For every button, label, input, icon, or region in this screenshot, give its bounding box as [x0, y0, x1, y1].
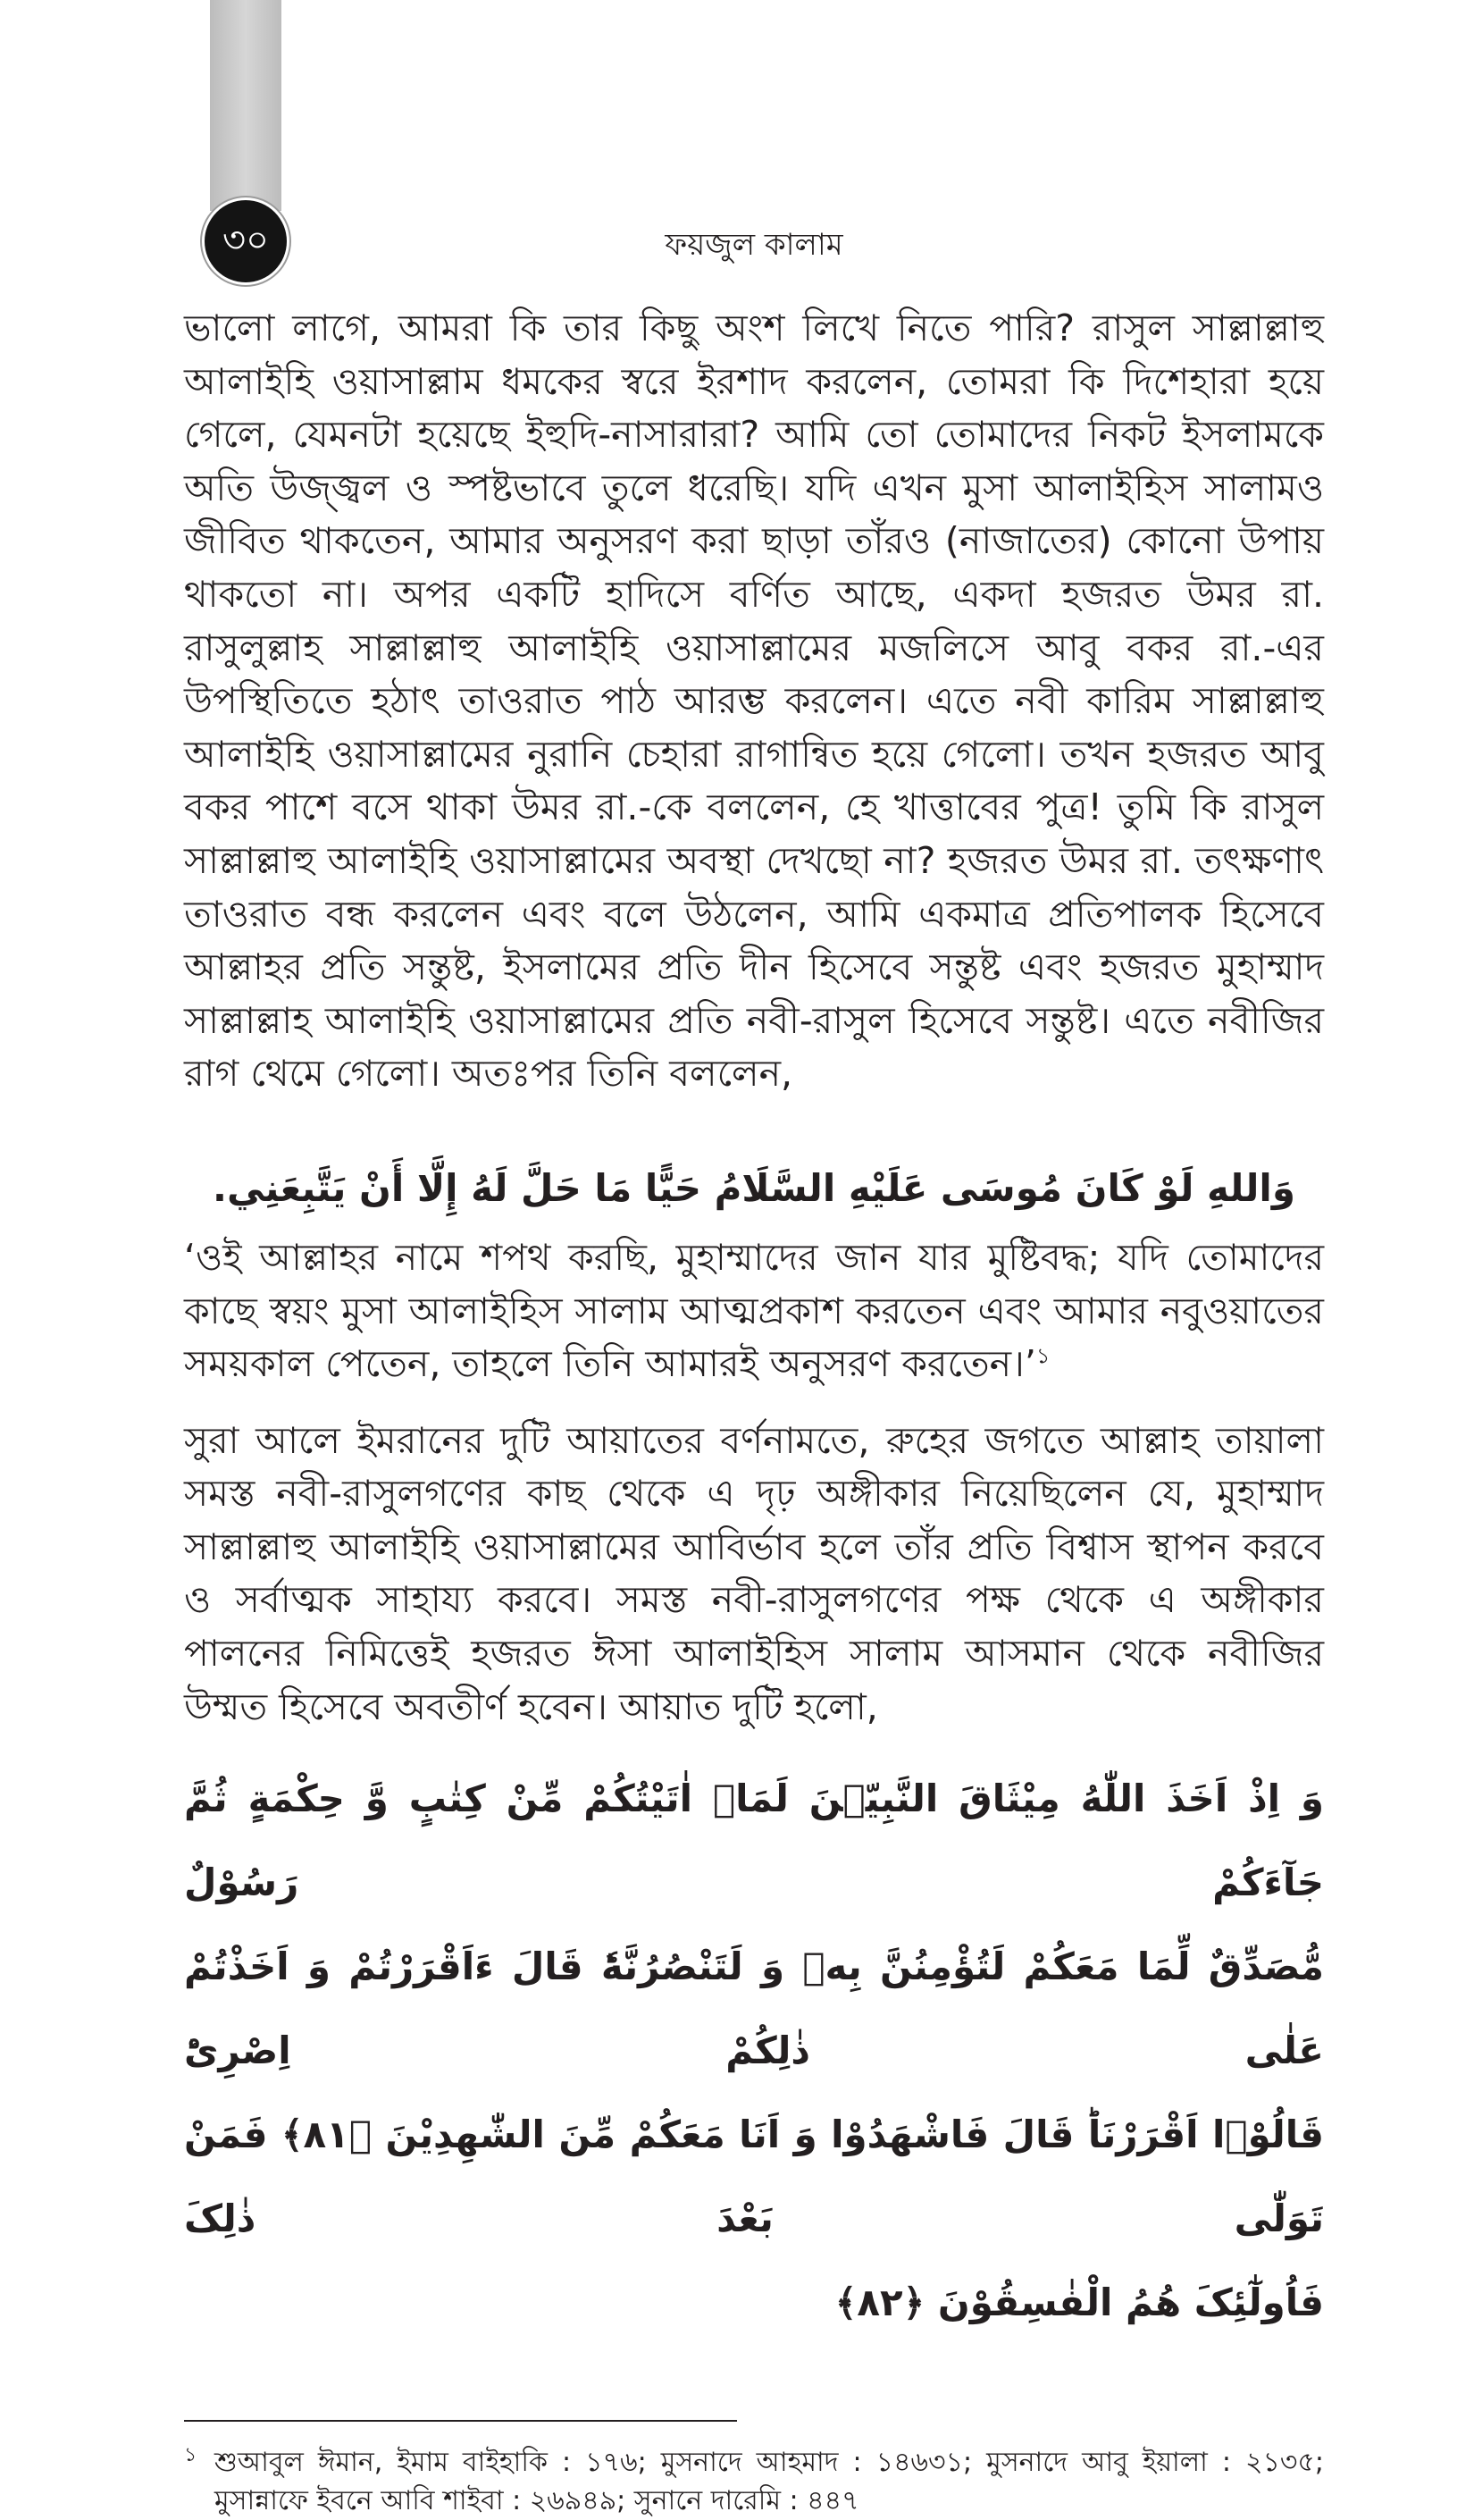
footnote-marker: ১ [184, 2444, 197, 2467]
footnote-text: শুআবুল ঈমান, ইমাম বাইহাকি : ১৭৬; মুসনাদে আহমাদ : ১৪৬৩১; মুসনাদে আবু ইয়ালা : ২১৩৫; মুসান্নাফে ইবনে আবি শাইবা : ২৬৯৪৯; সুনানে দারেমি : ৪৪৭ [214, 2447, 1324, 2517]
hadith-arabic-text: وَاللهِ لَوْ كَانَ مُوسَى عَلَيْهِ السَّلَامُ حَيًّا مَا حَلَّ لَهُ إِلَّا أَنْ يَتَّبِعَنِي. [213, 1165, 1295, 1210]
quran-verse-line: مُّصَدِّقٌ لِّمَا مَعَكُمْ لَتُؤْمِنُنَّ بِهٖ وَ لَتَنْصُرُنَّهٗؕ قَالَ ءَاَقْرَرْتُمْ وَ اَخَذْتُمْ عَلٰى ذٰلِكُمْ اِصْرِیْؕ [184, 1945, 1324, 2073]
paragraph-verse-intro: সুরা আলে ইমরানের দুটি আয়াতের বর্ণনামতে, রুহের জগতে আল্লাহ তায়ালা সমস্ত নবী-রাসুলগণের কাছ থেকে এ দৃঢ় অঙ্গীকার নিয়েছিলেন যে, মুহাম্মাদ সাল্লাল্লাহু আলাইহি ওয়াসাল্লামের আবির্ভাব হলে তাঁর প্রতি বিশ্বাস স্থাপন করবে ও সর্বাত্মক সাহায্য করবে। সমস্ত নবী-রাসুলগণের পক্ষ থেকে এ অঙ্গীকার পালনের নিমিত্তেই হজরত ঈসা আলাইহিস সালাম আসমান থেকে নবীজির উম্মত হিসেবে অবতীর্ণ হবেন। আয়াত দুটি হলো, [184, 1418, 1324, 1728]
page-content [184, 302, 1324, 2520]
quote-text: ‘ওই আল্লাহর নামে শপথ করছি, মুহাম্মাদের জান যার মুষ্টিবদ্ধ; যদি তোমাদের কাছে স্বয়ং মুসা আলাইহিস সালাম আত্মপ্রকাশ করতেন এবং আমার নবুওয়াতের সময়কাল পেতেন, তাহলে তিনি আমারই অনুসরণ করতেন।’ [184, 1235, 1324, 1386]
footnote-reference: ১ [1035, 1343, 1051, 1369]
paragraph-hadith-context: ভালো লাগে, আমরা কি তার কিছু অংশ লিখে নিতে পারি? রাসুল সাল্লাল্লাহু আলাইহি ওয়াসাল্লাম ধমকের স্বরে ইরশাদ করলেন, তোমরা কি দিশেহারা হয়ে গেলে, যেমনটা হয়েছে ইহুদি-নাসারারা? আমি তো তোমাদের নিকট ইসলামকে অতি উজ্জ্বল ও স্পষ্টভাবে তুলে ধরেছি। যদি এখন মুসা আলাইহিস সালামও জীবিত থাকতেন, আমার অনুসরণ করা ছাড়া তাঁরও (নাজাতের) কোনো উপায় থাকতো না। অপর একটি হাদিসে বর্ণিত আছে, একদা হজরত উমর রা. রাসুলুল্লাহ সাল্লাল্লাহু আলাইহি ওয়াসাল্লামের মজলিসে আবু বকর রা.-এর উপস্থিতিতে হঠাৎ তাওরাত পাঠ আরম্ভ করলেন। এতে নবী কারিম সাল্লাল্লাহু আলাইহি ওয়াসাল্লামের নুরানি চেহারা রাগান্বিত হয়ে গেলো। তখন হজরত আবু বকর পাশে বসে থাকা উমর রা.-কে বললেন, হে খাত্তাবের পুত্র! তুমি কি রাসুল সাল্লাল্লাহু আলাইহি ওয়াসাল্লামের অবস্থা দেখছো না? হজরত উমর রা. তৎক্ষণাৎ তাওরাত বন্ধ করলেন এবং বলে উঠলেন, আমি একমাত্র প্রতিপালক হিসেবে আল্লাহর প্রতি সন্তুষ্ট, ইসলামের প্রতি দীন হিসেবে সন্তুষ্ট এবং হজরত মুহাম্মাদ সাল্লাল্লাহ আলাইহি ওয়াসাল্লামের প্রতি নবী-রাসুল হিসেবে সন্তুষ্ট। এতে নবীজির রাগ থেমে গেলো। অতঃপর তিনি বললেন, [184, 307, 1324, 1096]
quran-verses [184, 1757, 1324, 2345]
page-number: ৩০ [222, 219, 269, 261]
quran-verse-line: وَ اِذْ اَخَذَ اللّٰهُ مِيْثَاقَ النَّبِيّٖنَ لَمَاۤ اٰتَيْتُكُمْ مِّنْ كِتٰبٍ وَّ حِكْمَةٍ ثُمَّ جَآءَكُمْ رَسُوْلٌ [184, 1777, 1324, 1905]
hadith-translation-quote [184, 1231, 1324, 1391]
running-title: ফয়জুল কালাম [665, 227, 843, 263]
quran-verse-line: فَاُولٰٓئِکَ هُمُ الْفٰسِقُوْنَ ﴿٨٢﴾ [834, 2281, 1324, 2325]
footnote [184, 2443, 1324, 2520]
page-edge-tab [210, 0, 281, 211]
quran-verse-line: قَالُوْۤا اَقْرَرْنَاؕ قَالَ فَاشْهَدُوْا وَ اَنَا مَعَكُمْ مِّنَ الشّٰهِدِيْنَ ﴿٨١﴾ فَمَنْ تَوَلّٰى بَعْدَ ذٰلِکَ [184, 2113, 1324, 2241]
footnote-divider [184, 2420, 737, 2422]
